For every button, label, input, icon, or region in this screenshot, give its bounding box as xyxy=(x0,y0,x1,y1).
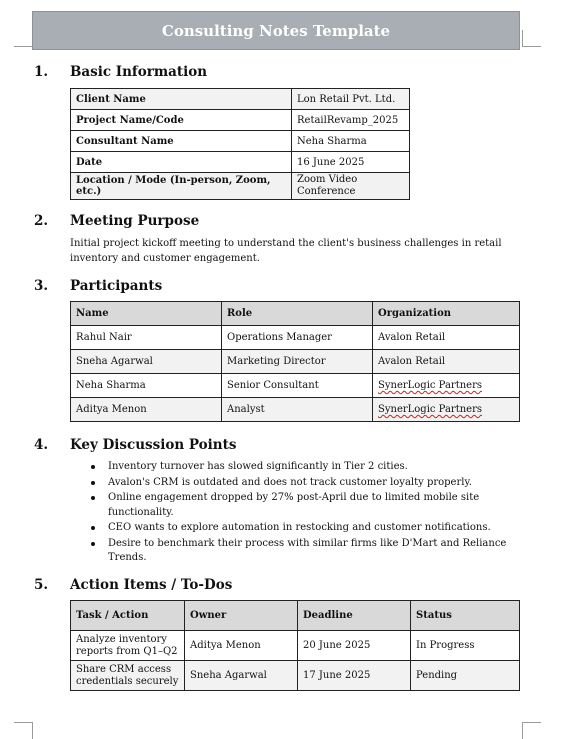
list-item-text: Online engagement dropped by 27% post-April due to limited mobile site functionality. xyxy=(108,492,480,518)
table-row xyxy=(71,152,410,173)
section-number: 2. xyxy=(34,213,49,229)
table-cell[interactable]: Marketing Director xyxy=(222,350,373,374)
table-cell[interactable]: Neha Sharma xyxy=(71,374,222,398)
section-title: Meeting Purpose xyxy=(70,213,200,229)
table-row xyxy=(71,350,520,374)
table-cell[interactable]: 20 June 2025 xyxy=(298,631,411,661)
table-cell[interactable]: Sneha Agarwal xyxy=(185,661,298,691)
spellcheck-flagged-text: SynerLogic Partners xyxy=(378,380,482,391)
basic-information-table xyxy=(70,88,410,200)
table-row xyxy=(71,661,520,691)
section-title: Action Items / To-Dos xyxy=(70,577,233,593)
table-cell[interactable]: Aditya Menon xyxy=(71,398,222,422)
table-header-row xyxy=(71,302,520,326)
spellcheck-flagged-text: SynerLogic Partners xyxy=(378,404,482,415)
table-cell[interactable]: Sneha Agarwal xyxy=(71,350,222,374)
bullet-icon xyxy=(91,465,95,469)
list-item[interactable] xyxy=(88,460,508,475)
table-cell[interactable]: Rahul Nair xyxy=(71,326,222,350)
section-title: Basic Information xyxy=(70,64,208,80)
table-cell[interactable]: 17 June 2025 xyxy=(298,661,411,691)
list-item-text: Inventory turnover has slowed significantly in Tier 2 cities. xyxy=(108,461,408,472)
crop-mark-top-right xyxy=(522,30,541,47)
table-cell[interactable]: Senior Consultant xyxy=(222,374,373,398)
table-row xyxy=(71,173,410,200)
participants-table xyxy=(70,301,520,422)
bullet-icon xyxy=(91,526,95,530)
section-heading-basic-information xyxy=(34,63,207,81)
table-row xyxy=(71,398,520,422)
crop-mark-bottom-left xyxy=(14,722,33,739)
table-cell[interactable]: Analyst xyxy=(222,398,373,422)
list-item[interactable] xyxy=(88,521,508,536)
table-row xyxy=(71,631,520,661)
table-cell[interactable]: Operations Manager xyxy=(222,326,373,350)
action-items-table xyxy=(70,600,520,691)
table-cell[interactable]: In Progress xyxy=(411,631,520,661)
table-cell[interactable] xyxy=(373,374,520,398)
table-header-row xyxy=(71,601,520,631)
section-heading-meeting-purpose xyxy=(34,212,199,230)
table-cell[interactable]: Pending xyxy=(411,661,520,691)
column-header: Deadline xyxy=(298,601,411,631)
table-row xyxy=(71,89,410,110)
bullet-icon xyxy=(91,542,95,546)
column-header: Name xyxy=(71,302,222,326)
table-row xyxy=(71,326,520,350)
list-item-text: CEO wants to explore automation in restocking and customer notifications. xyxy=(108,522,491,533)
bullet-icon xyxy=(91,496,95,500)
table-row xyxy=(71,374,520,398)
field-value[interactable]: RetailRevamp_2025 xyxy=(292,110,410,131)
section-heading-action-items xyxy=(34,576,232,594)
table-cell[interactable]: Avalon Retail xyxy=(373,326,520,350)
crop-mark-bottom-right xyxy=(522,722,541,739)
discussion-points-list xyxy=(88,460,508,567)
section-number: 5. xyxy=(34,577,49,593)
column-header: Organization xyxy=(373,302,520,326)
field-label: Consultant Name xyxy=(71,131,292,152)
field-label: Location / Mode (In-person, Zoom, etc.) xyxy=(71,173,292,200)
bullet-icon xyxy=(91,481,95,485)
field-label: Project Name/Code xyxy=(71,110,292,131)
table-cell[interactable]: Aditya Menon xyxy=(185,631,298,661)
section-number: 3. xyxy=(34,278,49,294)
field-value[interactable]: Zoom Video Conference xyxy=(292,173,410,200)
section-title: Participants xyxy=(70,278,163,294)
column-header: Status xyxy=(411,601,520,631)
column-header: Role xyxy=(222,302,373,326)
document-title: Consulting Notes Template xyxy=(32,11,520,50)
list-item-text: Desire to benchmark their process with similar firms like D'Mart and Reliance Trends. xyxy=(108,537,507,563)
section-title: Key Discussion Points xyxy=(70,437,237,453)
field-value[interactable]: Lon Retail Pvt. Ltd. xyxy=(292,89,410,110)
field-value[interactable]: Neha Sharma xyxy=(292,131,410,152)
table-row xyxy=(71,131,410,152)
list-item[interactable] xyxy=(88,491,508,520)
field-label: Client Name xyxy=(71,89,292,110)
table-row xyxy=(71,110,410,131)
table-cell[interactable] xyxy=(373,398,520,422)
column-header: Task / Action xyxy=(71,601,185,631)
table-cell[interactable]: Avalon Retail xyxy=(373,350,520,374)
list-item[interactable] xyxy=(88,476,508,491)
list-item-text: Avalon's CRM is outdated and does not track customer loyalty properly. xyxy=(108,476,472,488)
field-value[interactable]: 16 June 2025 xyxy=(292,152,410,173)
table-cell[interactable]: Share CRM access credentials securely xyxy=(71,661,185,691)
column-header: Owner xyxy=(185,601,298,631)
section-heading-key-discussion-points xyxy=(34,436,236,454)
section-heading-participants xyxy=(34,277,162,295)
meeting-purpose-text[interactable]: Initial project kickoff meeting to understand the client's business challenges in retail inventory and customer engagement. xyxy=(70,238,502,264)
list-item[interactable] xyxy=(88,537,508,566)
crop-mark-top-left xyxy=(14,30,33,47)
table-cell[interactable]: Analyze inventory reports from Q1–Q2 xyxy=(71,631,185,661)
field-label: Date xyxy=(71,152,292,173)
section-number: 1. xyxy=(34,64,49,80)
section-number: 4. xyxy=(34,437,49,453)
